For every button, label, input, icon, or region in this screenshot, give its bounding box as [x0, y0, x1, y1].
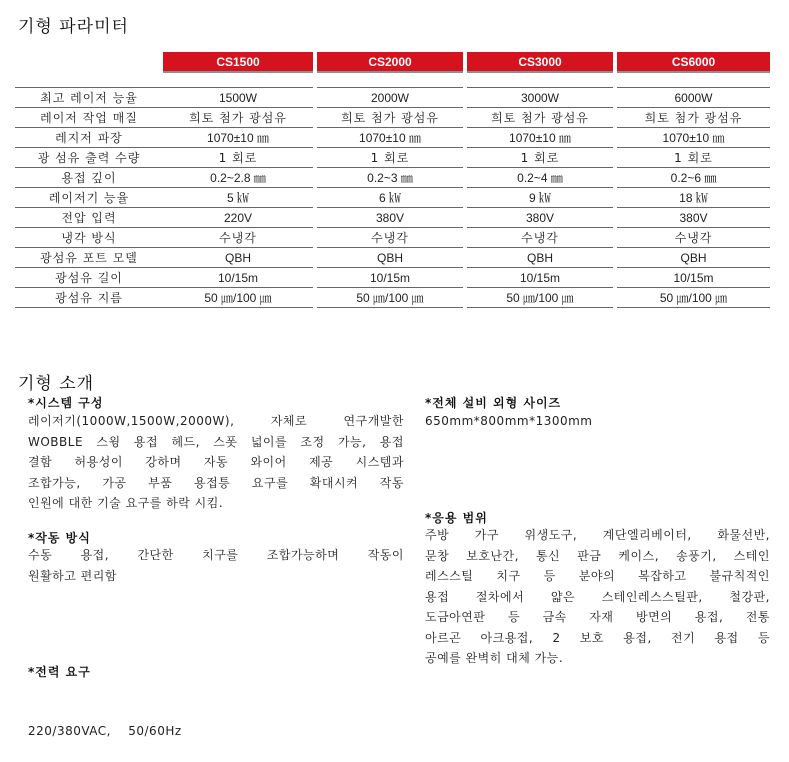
system-line: WOBBLE 스윙 용접 헤드, 스폿 넓이를 조정 가능, 용접: [28, 434, 404, 449]
spec-row: [15, 248, 770, 268]
system-line: 레이저기(1000W,1500W,2000W), 자체로 연구개발한: [28, 414, 404, 428]
power-body: [28, 680, 404, 762]
model-header: CS3000: [467, 52, 613, 72]
spec-value: 2000W: [317, 88, 463, 108]
spec-value: 9 ㎾: [467, 188, 613, 208]
dimensions-body: [425, 411, 770, 432]
spec-value: 1070±10 ㎚: [317, 128, 463, 148]
spec-row: [15, 168, 770, 188]
spec-value: 1070±10 ㎚: [163, 128, 313, 148]
system-line: 인원에 대한 기술 요구를 하락 시킴.: [28, 496, 224, 510]
spec-label: 광섬유 지름: [15, 288, 163, 308]
spec-value: 1500W: [163, 88, 313, 108]
spec-value: 5 ㎾: [163, 188, 313, 208]
spec-value: 50 ㎛/100 ㎛: [617, 288, 770, 308]
spec-value: 1 회로: [467, 148, 613, 168]
spec-row: [15, 188, 770, 208]
spec-row: [15, 208, 770, 228]
spec-value: 50 ㎛/100 ㎛: [163, 288, 313, 308]
application-heading: *응용 범위: [425, 511, 488, 525]
spec-value: 수냉각: [617, 228, 770, 248]
dimensions-line: 650mm*800mm*1300mm: [425, 414, 593, 428]
spec-value: 220V: [163, 208, 313, 228]
spec-value: QBH: [617, 248, 770, 268]
spec-value: 18 ㎾: [617, 188, 770, 208]
spec-value: 수냉각: [467, 228, 613, 248]
spec-row: [15, 268, 770, 288]
spec-spacer-row: [15, 72, 770, 88]
spec-value: 6000W: [617, 88, 770, 108]
application-line: 레스스틸 치구 등 분야의 복잡하고 불규칙적인: [425, 569, 770, 583]
application-line: 용접 절차에서 얇은 스테인레스스틸판, 철강판,: [425, 589, 770, 604]
dimensions-heading: *전체 설비 외형 사이즈: [425, 396, 562, 410]
spacer-cell: [15, 72, 163, 88]
spec-value: 1070±10 ㎚: [467, 128, 613, 148]
spec-row: [15, 148, 770, 168]
spec-label: 용접 깊이: [15, 168, 163, 188]
operation-heading: *작동 방식: [28, 531, 91, 545]
spec-value: 10/15m: [163, 268, 313, 288]
spec-section-title: 기형 파라미터: [18, 17, 129, 37]
spec-value: 50 ㎛/100 ㎛: [467, 288, 613, 308]
spec-label: 냉각 방식: [15, 228, 163, 248]
operation-line: 원활하고 편리함: [28, 568, 117, 583]
spec-value: 6 ㎾: [317, 188, 463, 208]
operation-line: 수동 용접, 간단한 치구를 조합가능하며 작동이: [28, 548, 404, 562]
spec-label: 레지저 파장: [15, 128, 163, 148]
spec-value: 10/15m: [467, 268, 613, 288]
spec-header-blank: [15, 52, 163, 72]
power-heading: *전력 요구: [28, 665, 91, 679]
spec-row: [15, 128, 770, 148]
spec-label: 광섬유 포트 모델: [15, 248, 163, 268]
spec-row: [15, 228, 770, 248]
application-line: 도금아연판 등 금속 자재 방면의 용접, 전통: [425, 610, 770, 624]
system-line: 결함 허용성이 강하며 자동 와이어 제공 시스템과: [28, 455, 404, 469]
spec-value: 0.2~4 ㎜: [467, 168, 613, 188]
spec-value: 수냉각: [317, 228, 463, 248]
system-heading: *시스템 구성: [28, 396, 104, 410]
spec-value: 0.2~3 ㎜: [317, 168, 463, 188]
application-line: 공예를 완벽히 대체 가능.: [425, 651, 564, 665]
spec-label: 레이저기 능율: [15, 188, 163, 208]
spec-value: 1 회로: [617, 148, 770, 168]
spec-label: 레이저 작업 매질: [15, 108, 163, 128]
application-line: 주방 가구 위생도구, 계단엘리베이터, 화물선반,: [425, 528, 770, 542]
spec-value: 0.2~6 ㎜: [617, 168, 770, 188]
model-header: CS2000: [317, 52, 463, 72]
operation-body: [28, 545, 404, 586]
spec-table: [15, 52, 770, 308]
spec-value: 380V: [617, 208, 770, 228]
spec-row: [15, 288, 770, 308]
spacer-cell: [317, 72, 463, 88]
application-body: [425, 525, 770, 669]
model-header: CS6000: [617, 52, 770, 72]
spec-value: 1 회로: [163, 148, 313, 168]
spec-value: QBH: [467, 248, 613, 268]
spec-value: 380V: [467, 208, 613, 228]
intro-section-title: 기형 소개: [18, 374, 95, 394]
spec-row: [15, 88, 770, 108]
spec-label: 광섬유 길이: [15, 268, 163, 288]
spec-label: 최고 레이저 능율: [15, 88, 163, 108]
system-body: [28, 411, 404, 514]
spec-value: 희토 첨가 광섬유: [467, 108, 613, 128]
spec-value: 50 ㎛/100 ㎛: [317, 288, 463, 308]
spec-value: 1 회로: [317, 148, 463, 168]
spec-value: 수냉각: [163, 228, 313, 248]
spec-value: 10/15m: [317, 268, 463, 288]
spec-row: [15, 108, 770, 128]
power-line: 220/380VAC, 50/60Hz: [28, 724, 182, 738]
spec-value: 10/15m: [617, 268, 770, 288]
spec-value: 1070±10 ㎚: [617, 128, 770, 148]
spec-label: 광 섬유 출력 수량: [15, 148, 163, 168]
application-line: 아르곤 아크용접, 2 보호 용접, 전기 용접 등: [425, 630, 770, 645]
spacer-cell: [467, 72, 613, 88]
application-line: 문창 보호난간, 통신 판금 케이스, 송풍기, 스테인: [425, 548, 770, 563]
model-header: CS1500: [163, 52, 313, 72]
spec-header-row: [15, 52, 770, 72]
spec-value: 0.2~2.8 ㎜: [163, 168, 313, 188]
spec-value: QBH: [317, 248, 463, 268]
spacer-cell: [163, 72, 313, 88]
spec-value: 희토 첨가 광섬유: [317, 108, 463, 128]
spec-value: 3000W: [467, 88, 613, 108]
spec-value: 희토 첨가 광섬유: [163, 108, 313, 128]
spacer-cell: [617, 72, 770, 88]
system-line: 조합가능, 가공 부품 용접틍 요구를 확대시켜 작동: [28, 475, 404, 490]
spec-label: 전압 입력: [15, 208, 163, 228]
spec-value: 380V: [317, 208, 463, 228]
spec-value: 희토 첨가 광섬유: [617, 108, 770, 128]
spec-value: QBH: [163, 248, 313, 268]
